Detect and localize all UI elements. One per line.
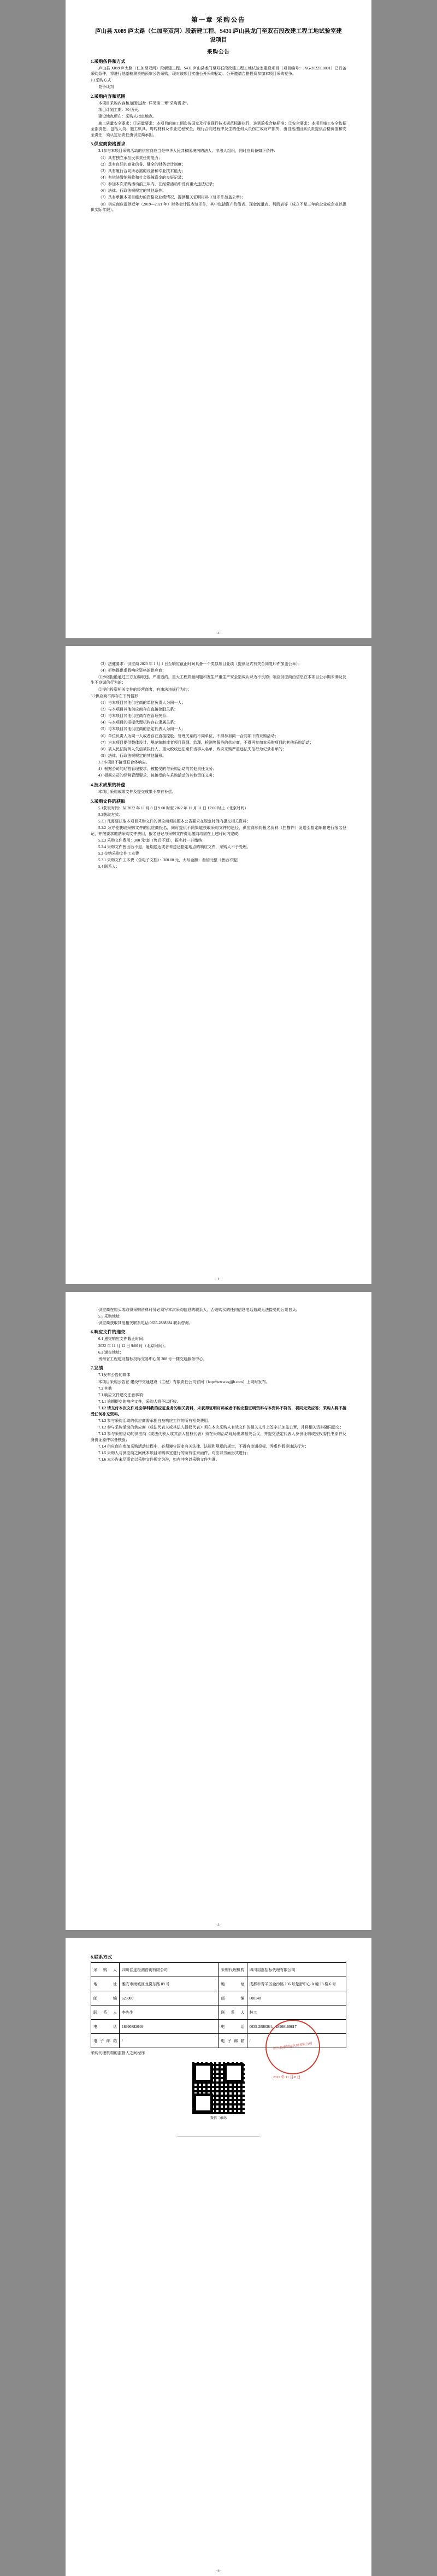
stamp-date: 2022 年 11 月 8 日 bbox=[273, 2075, 300, 2079]
paragraph: （2）与本项目其他供应商存在直接控股关系； bbox=[98, 707, 178, 711]
paragraph: 7.1.3 参与采购活动的供应商（或法代表人或其法人授权代表）须在采购活动现场出席相关会议，并提交法定代表人身份证明或授权委托书原件及身份证原件以备核验； bbox=[91, 1432, 346, 1442]
seal-text: 四川裕惠招标代理有限公司 bbox=[273, 2042, 312, 2051]
paragraph: （7）具有承担本项目能力的资格及业绩情况，提供相关证明材料（复印件加盖公章）； bbox=[98, 195, 246, 200]
paragraph: 7.1.1 逾期提交的响应文件，采购人将予以拒收。 bbox=[98, 1399, 181, 1404]
paragraph: （4）拒绝提供虚假响应资格的供应商； bbox=[98, 668, 167, 673]
paragraph: （8）供应商应提供近年（2019—2021 年）财务会计报表复印件，其中包括资产负债表、现金流量表、利润表等（成立不足三年的企业或企业以提供实际年限）。 bbox=[91, 202, 346, 213]
table-row bbox=[91, 1963, 346, 1977]
paragraph: 7.1 响应文件递交注意事项： bbox=[98, 1392, 147, 1397]
page-title: 第一章 采购公告 bbox=[191, 17, 246, 23]
paragraph: （3）法健要求：供应商 2020 年 1 月 1 日至响应截止时间具备一个类似项目业绩（提供证式有关合同复印件加盖公章）； bbox=[98, 661, 302, 666]
section-heading-1: 1.采购条件和方式 bbox=[91, 58, 126, 64]
cell-value: 李先生 bbox=[120, 2005, 218, 2020]
cell-label: 邮 编 bbox=[218, 1991, 247, 2005]
cell-value: 四川裕惠招标代理有限公司 bbox=[247, 1963, 346, 1977]
cell-label: 地 址 bbox=[218, 1977, 247, 1991]
table-row bbox=[91, 1991, 346, 2005]
cell-label: 电子邮箱 bbox=[218, 2034, 247, 2048]
section-heading-8: 8.联系方式 bbox=[91, 1955, 112, 1960]
paragraph: 5.2.1 凡需要获取本项目采购文件的供应商须按照本公告要求在规定时间内提交相关资料； bbox=[98, 819, 251, 824]
document-page-2 bbox=[66, 646, 371, 1284]
paragraph: 竞争谈判 bbox=[98, 85, 114, 90]
paragraph: 贵州省工程建设招标投标交易中心第 308 号一楼交通服务中心。 bbox=[98, 1356, 207, 1361]
paragraph: 5.3.1 采购文件工本费（含电子文档）：300.00 元，大写金额：叁佰元整（售后不退） bbox=[98, 858, 241, 863]
paragraph-bold: 7.1.2 请交付本次文件对应学科教的应征业务的相关资料，未获得证明材料或者不能完整证明资料与本资料不符的，视同无效应答；采购人将不接受任何补充资料。 bbox=[91, 1406, 346, 1416]
paragraph: 项目计划工期：30 历天。 bbox=[98, 108, 142, 113]
qr-caption: 微信二维码 bbox=[210, 2116, 227, 2120]
paragraph: （2）具有良好的商业信誉、健全的财务会计制度； bbox=[98, 162, 186, 167]
project-title: 庐山县 X089 庐太路（仁加至双河）段新建工程、S431 庐山县龙门至双石段改建工程工地试验室建设项目 bbox=[95, 28, 342, 44]
cell-value: / bbox=[120, 2034, 218, 2048]
paragraph: 建设地点所在：采购人指定地点。 bbox=[98, 114, 157, 119]
announcement-subtitle: 采购公告 bbox=[206, 49, 230, 55]
paragraph: 本项目采购内容和范围包括：详见第二章"采购需求"。 bbox=[98, 101, 191, 106]
paragraph: （5）参加本次采购活动前三年内，在经营活动中没有重大违法记录； bbox=[98, 182, 217, 187]
footer-label: 采购代理机构的监督人之间程序 bbox=[91, 2051, 145, 2055]
cell-value: 四川佳连检测咨询有限公司 bbox=[120, 1963, 218, 1977]
paragraph: 3.1参与本项目采购活动的供应商应当是中华人民共和国境内的法人、非法人组织，同时应具备如下条件： bbox=[98, 149, 278, 154]
paragraph: 5.3 交纳采购文件工本费 bbox=[98, 851, 139, 856]
paragraph: 本项目采购成果文件及提交成果不享有补偿。 bbox=[98, 790, 176, 795]
page-number: - 3 - bbox=[215, 631, 222, 635]
cell-label: 电 话 bbox=[218, 2020, 247, 2034]
cell-label: 邮 编 bbox=[91, 1991, 120, 2005]
paragraph: 4）根据公司的经营管理要求，被接受的与采购活动的其他责任义务； bbox=[98, 767, 217, 772]
cell-value: 林工 bbox=[247, 2005, 346, 2020]
paragraph: 5.5 采购地址 bbox=[98, 1314, 120, 1319]
paragraph: 3.2供应商不得存在下列情形： bbox=[91, 693, 142, 698]
paragraph: （3）与本项目其他供应商存在管理关系； bbox=[98, 714, 170, 719]
paragraph: ②提供投资相关文件的经营商者，有违法违规行为的； bbox=[98, 687, 192, 692]
cell-label: 地 址 bbox=[91, 1977, 120, 1991]
section-heading-5: 5.采购文件的获取 bbox=[91, 798, 126, 804]
cell-value: 成都市青羊区金沙路 136 号楚舒中心 A 幢 18 楼 6 号 bbox=[247, 1977, 346, 1991]
page-number: - 4 - bbox=[215, 1277, 222, 1281]
paragraph: 2022 年 11 月 12 日 9:00 时（北京时间）。 bbox=[98, 1343, 168, 1348]
page-number: - 5 - bbox=[215, 1923, 222, 1927]
cell-label: 电子邮箱 bbox=[91, 2034, 120, 2048]
paragraph: （1）具有独立承担民事责任的能力； bbox=[98, 155, 163, 160]
paragraph: （3）具有履行合同所必需的设备和专业技术能力； bbox=[98, 168, 186, 173]
cell-value: / bbox=[247, 2034, 346, 2048]
paragraph: （7）为本项目提供整体设计、规范编制或者项目管理、监理、检测等服务的供应商，不得再参加本采购项目的其他采购活动； bbox=[98, 740, 314, 745]
paragraph: 6.1 递交响应文件截止时间： bbox=[98, 1337, 147, 1342]
paragraph: 7.1.2 参与采购活动的供应商（或法代表人或其法人授权代表）须在本次采购人有效文件的相关文件上签字并加盖公章，并将相关资料随同递交； bbox=[98, 1425, 344, 1430]
paragraph: 供应商在购买或取得采购资料时务必须写本次采购信息的联系人，否则购买的任何信息电话造成无法接受的后果自负。 bbox=[98, 1307, 300, 1312]
section-heading-2: 2.采购内容和范围 bbox=[91, 94, 126, 99]
paragraph: 7.1发布公告的媒体 bbox=[98, 1373, 131, 1378]
paragraph: 3.3本项目不接受联合体响应。 bbox=[98, 760, 150, 765]
page-number: - 6 - bbox=[215, 2569, 222, 2573]
qr-code-image bbox=[192, 2062, 245, 2114]
paragraph: 5.4 联系人： bbox=[98, 864, 120, 869]
table-row bbox=[91, 2005, 346, 2020]
paragraph: （8）被人民法院列入失信被执行人、重大税收违法案件当事人名单、政府采购严重违法失信行为记录名单的； bbox=[98, 746, 287, 751]
paragraph: （5）与本项目其他供应商的法定代表人为同一人； bbox=[98, 727, 186, 732]
cell-value: 0635-2888384、18908169817 bbox=[247, 2020, 346, 2034]
cell-label: 联 系 人 bbox=[91, 2005, 120, 2020]
cell-value: 18990882046 bbox=[120, 2020, 218, 2034]
section-heading-7: 7.发绩 bbox=[91, 1366, 103, 1371]
paragraph: 5.2.2 为方便获取采购文件的供应商报名，同时提供不同渠道获取采购文件的途径，供应商须将报名资料（扫描件）发送至指定邮箱进行报名登记，并按要求缴纳采购文件费用，报名登记与采购文件费用缴纳均需在上述时间内完成； bbox=[91, 826, 346, 836]
cell-label: 采购代理机构 bbox=[218, 1963, 247, 1977]
paragraph: 6.2 递交地址： bbox=[98, 1350, 124, 1355]
cell-label: 采 购 人 bbox=[91, 1963, 120, 1977]
paragraph: （4）有依法缴纳税收和社会保障资金的良好记录； bbox=[98, 175, 186, 180]
sub-heading-1-1: 1.1采购方式 bbox=[91, 78, 111, 83]
cell-value: 625000 bbox=[120, 1991, 218, 2005]
paragraph: 7.2 其他 bbox=[98, 1386, 112, 1391]
cell-value: 600140 bbox=[247, 1991, 346, 2005]
paragraph: 7.1.4 供应商在参加采购活动过程中，必须遵守国家有关法律、法规和规章的规定，不得有串通投标、弄虚作假等违法行为； bbox=[98, 1444, 309, 1449]
cell-value: 雅安市雨城区龙岗东路 89 号 bbox=[120, 1977, 218, 1991]
paragraph: （1）与本项目其他供应商的单位负责人为同一人； bbox=[98, 700, 186, 705]
paragraph: （6）单位负责人为同一人或者存在直接控股、管理关系的不同单位，不得参加同一合同项下的采购活动； bbox=[98, 733, 279, 738]
paragraph: 4）根据公司的经营管理要求，被接受的与采购活动的其他责任义务； bbox=[98, 773, 217, 778]
paragraph: 供应商获取其他相关联系电话 0635-2888384 联系咨询。 bbox=[98, 1320, 193, 1325]
paragraph: 5.2.3 采购文件费用：300 元/套（售后不退），报名时一并缴纳； bbox=[98, 838, 206, 843]
paragraph: 施工质量安全要求：①质量要求：本项目的施工期次按国家及行业现行技术规范标准执行，达到验收合格标准；②安全要求：本项目施工安全依据全部责任，包括人员、施工机具、周转材料及作业过程安全，履行合同过程中发生的任何人员伤亡或财产损失，由自然法因素负责提供合格价值和安全责任，须认定后责任由供应商承担。 bbox=[91, 121, 346, 137]
table-row bbox=[91, 1977, 346, 1991]
document-page-1 bbox=[66, 0, 371, 638]
paragraph: 5.2获取方式： bbox=[98, 812, 123, 817]
paragraph: 本项目采购公告在 建设中交通建设（工程）有限责任公司官网（http://www.zgjjjb.com）上同时发布。 bbox=[98, 1379, 270, 1384]
section-heading-3: 3.供应商资格要求 bbox=[91, 142, 126, 147]
paragraph: （6）法律、行政法规规定的其他条件。 bbox=[98, 189, 167, 193]
section-heading-6: 6.响应文件的递交 bbox=[91, 1330, 126, 1335]
cell-label: 联 系 人 bbox=[218, 2005, 247, 2020]
paragraph: （9）法律、行政法规规定的其他情形。 bbox=[98, 753, 167, 758]
paragraph: 庐山县 X089 庐太路（仁加至双河）段新建工程、S431 庐山县龙门至双石段改建工程工地试验室建设项目（项目编号：JXG-2022110001）已具备采购条件，将进行地基检测资格预审公告采购，现对该项目实施公开采购招动、公开邀请合格投资参加本项目采购竞争。 bbox=[91, 66, 346, 77]
section-heading-4: 4.技术成果的补偿 bbox=[91, 783, 126, 788]
paragraph: 7.1.5 采购人与供应商之间就本项目采购事宜进行的所有往来函件，均应以书面形式进行； bbox=[98, 1451, 251, 1456]
paragraph: 5.2.4 采购文件售出后不退，逾期送达或者未送达指定地点的响应文件，采购人不予受理。 bbox=[98, 845, 251, 850]
document-page-4 bbox=[66, 1938, 371, 2576]
document-page-3 bbox=[66, 1292, 371, 1930]
cell-label: 电 话 bbox=[91, 2020, 120, 2034]
paragraph: （4）与本项目的招标代理机构存在隶属关系； bbox=[98, 720, 178, 725]
paragraph: ①承诺拒绝通过三方互编取违，严重造约，重大工程质量问题和发生严重生产安全造成认识为不良的；响应供应商由信息在本项目公示期未满及发生不良诚信行为的； bbox=[91, 674, 346, 685]
paragraph: 7.1.6 本公告未尽事宜以采购文件规定为准，如有冲突以采购文件为准。 bbox=[98, 1457, 220, 1462]
paragraph: 5.1获取时间：从 2022 年 11 月 8 日 9:00 时至 2022 年 11 月 11 日 17:00 时止（北京时间） bbox=[98, 805, 249, 810]
paragraph: 7.1.3 参与采购活动的供应商需承担自身响应工作的所有相关费用。 bbox=[98, 1418, 212, 1423]
